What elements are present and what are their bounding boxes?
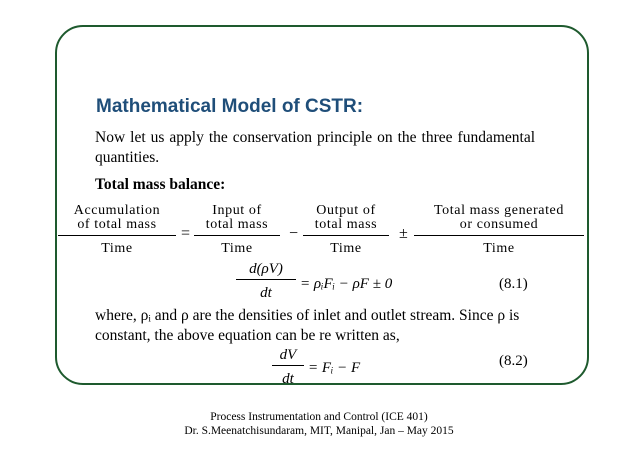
generated-fraction — [414, 204, 584, 256]
fraction-bar — [303, 235, 389, 236]
eq1-label: (8.1) — [499, 276, 528, 292]
equals-sign: = — [181, 225, 191, 242]
input-fraction — [194, 204, 280, 256]
eq1-numerator: d(ρV) — [249, 261, 283, 277]
fraction-bar — [236, 279, 296, 280]
slide-title: Mathematical Model of CSTR: — [96, 96, 364, 117]
eq2-denominator: dt — [282, 371, 294, 387]
eq1-denominator: dt — [260, 285, 272, 301]
fraction-bar — [272, 365, 304, 366]
generated-denominator: Time — [483, 241, 515, 256]
output-line2: total mass — [314, 217, 378, 232]
fraction-bar — [194, 235, 280, 236]
input-denominator: Time — [221, 241, 253, 256]
footer-course: Process Instrumentation and Control (ICE 401) — [210, 411, 428, 423]
fraction-bar — [58, 235, 176, 236]
output-denominator: Time — [330, 241, 362, 256]
accumulation-fraction — [58, 204, 176, 256]
plus-minus-sign: ± — [399, 225, 408, 242]
eq1-rhs: = ρᵢFᵢ − ρF ± 0 — [300, 276, 393, 292]
accumulation-line2: of total mass — [77, 217, 157, 232]
accumulation-line1: Accumulation — [73, 203, 161, 218]
subheading: Total mass balance: — [95, 176, 226, 193]
accumulation-denominator: Time — [101, 241, 133, 256]
output-fraction — [303, 204, 389, 256]
eq2-label: (8.2) — [499, 353, 528, 369]
generated-line1: Total mass generated — [434, 203, 564, 218]
eq1-lhs-fraction — [236, 262, 296, 300]
where-paragraph: where, ρᵢ and ρ are the densities of inlet and outlet stream. Since ρ is constant, the above equation can be re written as, — [95, 307, 520, 344]
eq2-numerator: dV — [279, 347, 297, 363]
input-line2: total mass — [205, 217, 269, 232]
input-line1: Input of — [212, 203, 262, 218]
generated-line2: or consumed — [459, 217, 539, 232]
output-line1: Output of — [316, 203, 376, 218]
eq2-lhs-fraction — [272, 348, 304, 386]
fraction-bar — [414, 235, 584, 236]
footer-author: Dr. S.Meenatchisundaram, MIT, Manipal, Jan – May 2015 — [184, 425, 454, 437]
eq2-rhs: = Fᵢ − F — [308, 360, 361, 376]
intro-paragraph: Now let us apply the conservation principle on the three fundamental quantities. — [95, 129, 535, 166]
minus-sign: − — [289, 225, 299, 242]
